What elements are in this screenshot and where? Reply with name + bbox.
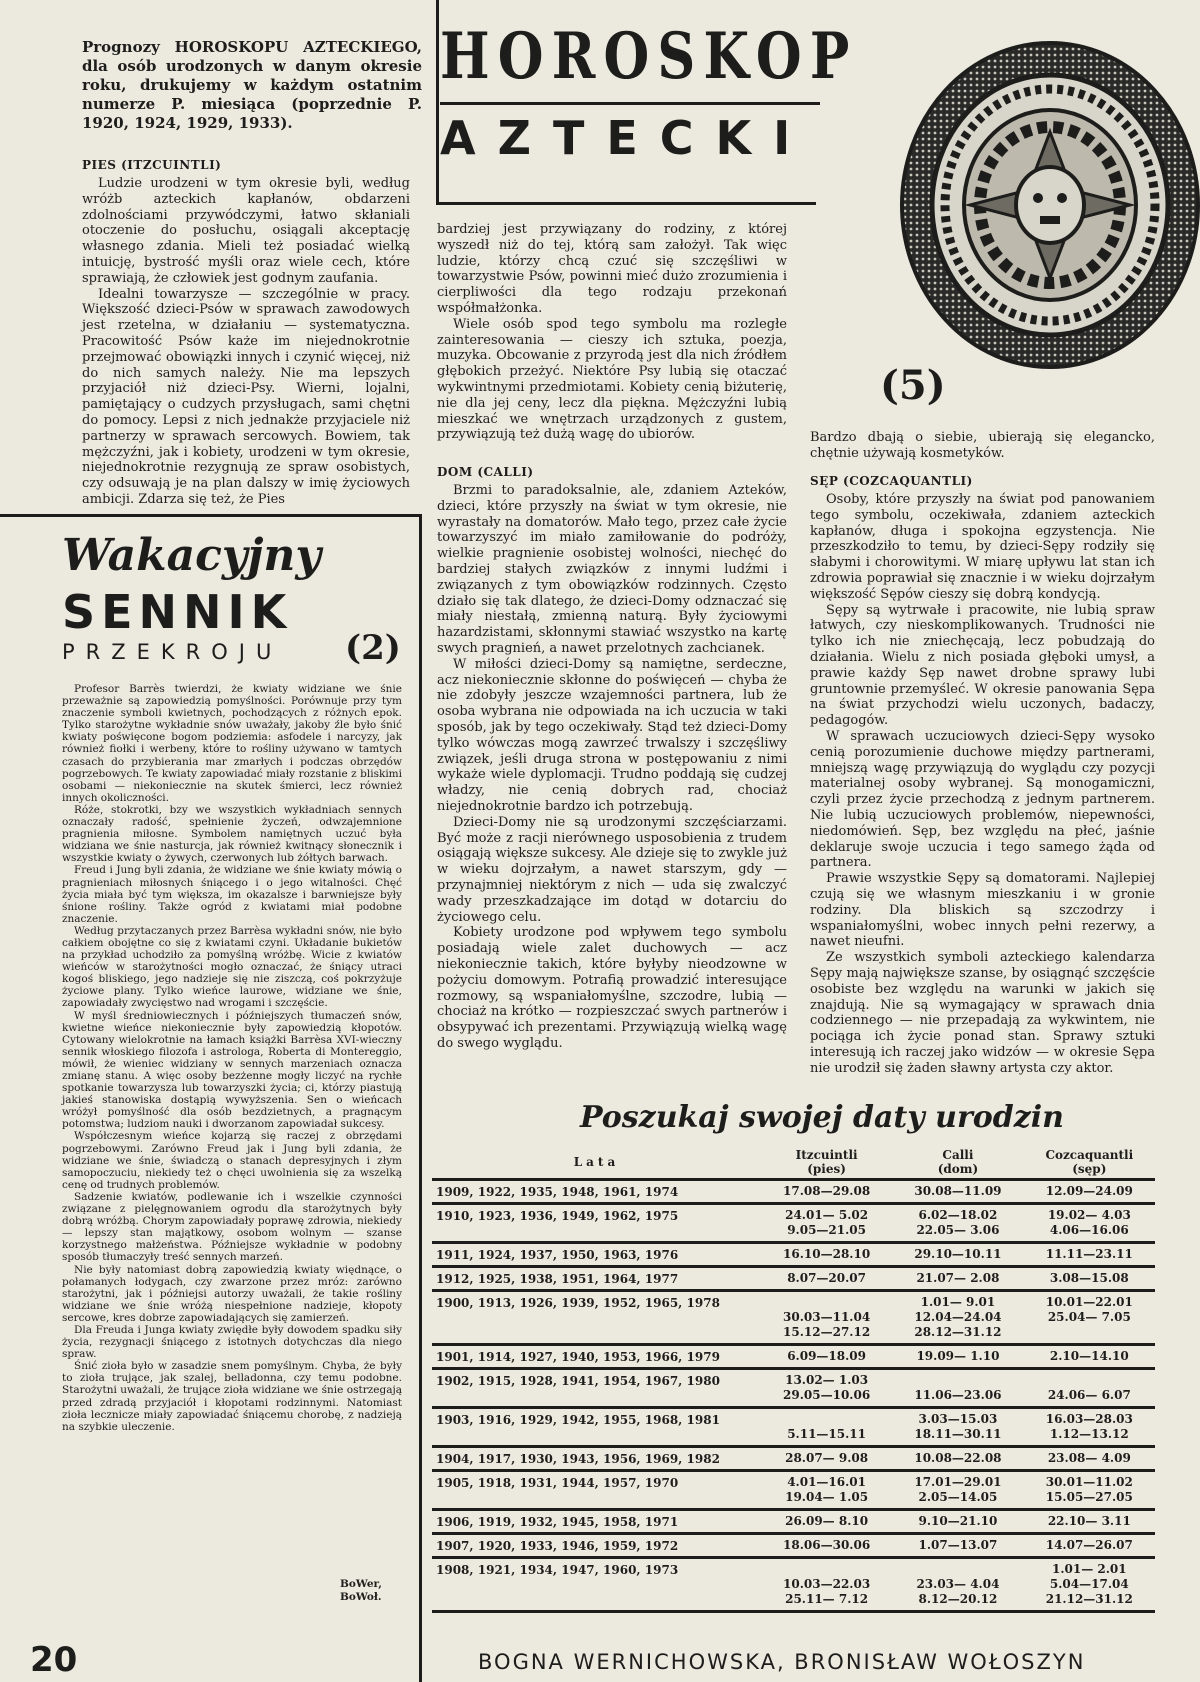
date-range: 12.09—24.09 bbox=[1045, 1184, 1133, 1198]
row-years: 1912, 1925, 1938, 1951, 1964, 1977 bbox=[432, 1267, 761, 1291]
row-dom-dates bbox=[892, 1471, 1023, 1510]
pies-text-col1 bbox=[82, 176, 410, 507]
header-dom bbox=[892, 1146, 1023, 1180]
date-range bbox=[896, 1562, 1019, 1577]
date-range: 1.12—13.12 bbox=[1049, 1427, 1129, 1441]
row-dom-dates bbox=[892, 1558, 1023, 1612]
row-pies-dates bbox=[761, 1180, 892, 1204]
date-range: 5.11—15.11 bbox=[787, 1427, 866, 1441]
row-pies-dates bbox=[761, 1471, 892, 1510]
date-range: 17.01—29.01 bbox=[914, 1475, 1002, 1489]
row-pies-dates bbox=[761, 1558, 892, 1612]
date-range: 4.01—16.01 bbox=[787, 1475, 866, 1489]
row-dom-dates bbox=[892, 1243, 1023, 1267]
date-range: 2.10—14.10 bbox=[1049, 1349, 1129, 1363]
table-row bbox=[432, 1243, 1155, 1267]
row-pies-dates bbox=[761, 1369, 892, 1408]
pies-heading: PIES (ITZCUINTLI) bbox=[82, 158, 222, 172]
table-row bbox=[432, 1510, 1155, 1534]
sennik-part-number: (2) bbox=[345, 628, 401, 668]
sep-heading: SĘP (COZCAQUANTLI) bbox=[810, 474, 973, 488]
row-dom-dates bbox=[892, 1291, 1023, 1345]
row-pies-dates bbox=[761, 1204, 892, 1243]
date-range: 29.05—10.06 bbox=[783, 1388, 871, 1402]
row-dom-dates bbox=[892, 1204, 1023, 1243]
header-label: Calli bbox=[942, 1148, 974, 1162]
date-range: 6.09—18.09 bbox=[787, 1349, 866, 1363]
row-sep-dates bbox=[1024, 1204, 1155, 1243]
sennik-title: SENNIK bbox=[62, 585, 293, 639]
table-row bbox=[432, 1471, 1155, 1510]
date-range: 15.05—27.05 bbox=[1045, 1490, 1133, 1504]
sennik-text bbox=[62, 683, 402, 1573]
sennik-paragraph: Profesor Barrès twierdzi, że kwiaty widziane we śnie przeważnie są zapowiedzią pomyślności. Porównuje przy tym znaczenie symboli kwietnych, pochodzących z różnych epok. Tylko starożytne wykładnie snów uważały, jakoby źle było śnić kwiaty poświęcone bogom podziemia: asfodele i narcyzy, jak również fiołki i werbeny, które to rośliny używano w tamtych czasach do przybierania mar zmarłych i podczas obrzędów pogrzebowych. Te kwiaty zapowiadać miały rozstanie z bliskimi osobami — niekoniecznie na skutek śmierci, lecz również innych okoliczności. bbox=[62, 683, 402, 804]
table-row bbox=[432, 1408, 1155, 1447]
masthead bbox=[440, 19, 880, 165]
row-sep-dates bbox=[1024, 1180, 1155, 1204]
dom-paragraph: W miłości dzieci-Domy są namiętne, serdeczne, acz niekoniecznie skłonne do poświęceń — chyba że nie zdobyły jeszcze wzajemności partnera, lub że osoba wybrana nie odpowiada na ich uczucia w taki sposób, jak by tego oczekiwały. Stąd też dzieci-Domy tylko wówczas mogą zawrzeć trwalszy i szczęśliwy związek, jeśli druga strona w postępowaniu z nimi wykaże wiele dyplomacji. Trudno poddają się cudzej władzy, nie cenią dobrych rad, chociaż niejednokrotnie bardzo ich potrzebują. bbox=[437, 656, 787, 814]
date-range: 18.06—30.06 bbox=[783, 1538, 871, 1552]
sennik-paragraph: Sadzenie kwiatów, podlewanie ich i wszelkie czynności związane z pielęgnowaniem ogrodu dla starożytnych były dobrą wróżbą. Chorym zapowiadały poprawę zdrowia, niekiedy — lepszy stan majątkowy, osobom wolnym — szanse korzystnego małżeństwa. Późniejsze wykładnie w podobny sposób tłumaczyły treść sennych marzeń. bbox=[62, 1190, 402, 1264]
date-range: 23.08— 4.09 bbox=[1047, 1451, 1131, 1465]
table-row bbox=[432, 1204, 1155, 1243]
row-pies-dates bbox=[761, 1534, 892, 1558]
pies-text-col2 bbox=[437, 222, 787, 447]
sep-paragraph: Osoby, które przyszły na świat pod panowaniem tego symbolu, oczekiwała, zdaniem azteckich kapłanów, długa i spokojna egzystencja. Nie przeszkodziło to temu, by dzieci-Sępy rodziły się słabymi i chorowitymi. W miarę upływu lat stan ich zdrowia poprawiał się znacznie i w wieku dojrzałym większość Sępów cieszy się dobrą kondycją. bbox=[810, 492, 1155, 602]
pies-paragraph: Bardzo dbają o siebie, ubierają się elegancko, chętnie używają kosmetyków. bbox=[810, 430, 1155, 461]
date-range: 17.08—29.08 bbox=[783, 1184, 871, 1198]
row-dom-dates bbox=[892, 1369, 1023, 1408]
date-range: 16.10—28.10 bbox=[783, 1247, 871, 1261]
row-sep-dates bbox=[1024, 1534, 1155, 1558]
header-sub: (sęp) bbox=[1072, 1162, 1107, 1176]
table-row bbox=[432, 1534, 1155, 1558]
date-range: 28.12—31.12 bbox=[914, 1325, 1002, 1339]
date-range: 22.10— 3.11 bbox=[1047, 1514, 1131, 1528]
table-row bbox=[432, 1558, 1155, 1612]
row-dom-dates bbox=[892, 1408, 1023, 1447]
date-range: 19.04— 1.05 bbox=[785, 1490, 869, 1504]
header-sep bbox=[1024, 1146, 1155, 1180]
header-sub: (pies) bbox=[807, 1162, 846, 1176]
pies-paragraph: Ludzie urodzeni w tym okresie byli, według wróżb azteckich kapłanów, obdarzeni zdolnościami przywódczymi, łatwo skłaniali otoczenie do posłuchu, osiągali akceptację własnego zdania. Mieli też posiadać wielką intuicję, bystrość myśli oraz wiele cech, które sprawiają, że człowiek jest godnym zaufania. bbox=[82, 176, 410, 286]
sennik-paragraph: Róże, stokrotki, bzy we wszystkich wykładniach sennych oznaczały radość, spełnienie życzeń, odwzajemnione pragnienia miłosne. Symbolem namiętnych uczuć była widziana we śnie nasturcja, jak również kwitnący słonecznik i wszystkie kwiaty o żywych, czerwonych lub żółtych barwach. bbox=[62, 803, 402, 865]
date-range bbox=[765, 1412, 888, 1427]
date-range: 24.01— 5.02 bbox=[785, 1208, 869, 1222]
row-pies-dates bbox=[761, 1243, 892, 1267]
date-range bbox=[896, 1373, 1019, 1388]
row-years: 1901, 1914, 1927, 1940, 1953, 1966, 1979 bbox=[432, 1345, 761, 1369]
date-range bbox=[765, 1562, 888, 1577]
masthead-left-rule bbox=[436, 0, 439, 205]
date-range: 1.01— 9.01 bbox=[920, 1295, 996, 1309]
date-range: 15.12—27.12 bbox=[783, 1325, 871, 1339]
row-years: 1905, 1918, 1931, 1944, 1957, 1970 bbox=[432, 1471, 761, 1510]
dom-text bbox=[437, 483, 787, 1083]
sennik-paragraph: Dla Freuda i Junga kwiaty zwiędłe były dowodem spadku siły życia, rezygnacji śniącego z istotnych dotychczas dla niego spraw. bbox=[62, 1323, 402, 1361]
row-dom-dates bbox=[892, 1345, 1023, 1369]
row-sep-dates bbox=[1024, 1510, 1155, 1534]
sep-paragraph: Sępy są wytrwałe i pracowite, nie lubią spraw łatwych, czy nieskomplikowanych. Trudności nie tylko ich nie zniechęcają, lecz pobudzają do działania. Wielu z nich posiada głęboki umysł, a prawie każdy Sęp nawet drobne sprawy lubi gruntownie przemyśleć. W okresie panowania Sępa na świat przychodzi wielu uczonych, badaczy, pedagogów. bbox=[810, 602, 1155, 729]
sep-text bbox=[810, 492, 1155, 1082]
dom-paragraph: Brzmi to paradoksalnie, ale, zdaniem Azteków, dzieci, które przyszły na świat w tym okresie, nie wyrastały na domatorów. Mało tego, przez całe życie towarzyszyć im miało zamiłowanie do podróży, wielkie pragnienie osobistej wolności, niechęć do bardziej stałych związków z innymi ludźmi i związanych z tym obowiązków rodzinnych. Często działo się tak dlatego, że dzieci-Domy odznaczać się miały niestałą, zmienną naturą. Były życiowymi hazardzistami, skłonnymi stawiać wszystko na kartę swych pragnień, a nawet przelotnych zachcianek. bbox=[437, 483, 787, 656]
sep-paragraph: Prawie wszystkie Sępy są domatorami. Najlepiej czują się we własnym mieszkaniu i w gronie rodziny. Dla bliskich są szczodrzy i wspaniałomyślni, wobec innych pełni rezerwy, a nawet nieufni. bbox=[810, 871, 1155, 950]
date-range: 24.06— 6.07 bbox=[1047, 1388, 1131, 1402]
row-dom-dates bbox=[892, 1510, 1023, 1534]
masthead-title: HOROSKOP bbox=[440, 19, 858, 94]
date-range: 11.06—23.06 bbox=[914, 1388, 1002, 1402]
pies-text-col3 bbox=[810, 430, 1155, 462]
sep-paragraph: Ze wszystkich symboli azteckiego kalendarza Sępy mają największe szanse, by osiągnąć szczęście osobiste bez względu na warunki w jakich się znajdują. Nie są wymagający w sprawach dnia codziennego — nie przepadają za wykwintem, nie pociąga ich życie ponad stan. Sprawy sztuki interesują ich raczej jako widzów — w okresie Sępa nie urodził się żaden sławny artysta czy aktor. bbox=[810, 950, 1155, 1076]
row-dom-dates bbox=[892, 1447, 1023, 1471]
date-range: 10.03—22.03 bbox=[783, 1577, 871, 1591]
row-sep-dates bbox=[1024, 1369, 1155, 1408]
sennik-paragraph: W myśl średniowiecznych i późniejszych tłumaczeń snów, kwietne wieńce niekoniecznie były zapowiedzią kłopotów. Cytowany wielokrotnie na łamach książki Barrèsa XVI-wieczny sennik włoskiego filozofa i astrologa, Roberta di Montereggio, mówił, że wieniec widziany w sennych marzeniach oznacza zmianę stanu. A więc osoby bezżenne mogły liczyć na rychłe spotkanie towarzysza lub towarzyszki życia; ci, którzy piastują jakieś stanowiska dostąpią wywyższenia. Sen o wieńcach wróżył pomyślność dla osób bezdzietnych, a pragnącym potomstwa; ludziom nauki i dworzanom zapowiadał sukcesy. bbox=[62, 1009, 402, 1131]
date-range: 30.01—11.02 bbox=[1045, 1475, 1133, 1489]
row-years: 1907, 1920, 1933, 1946, 1959, 1972 bbox=[432, 1534, 761, 1558]
aztec-calendar-icon bbox=[880, 40, 1195, 409]
table-row bbox=[432, 1345, 1155, 1369]
row-pies-dates bbox=[761, 1291, 892, 1345]
date-range: 26.09— 8.10 bbox=[785, 1514, 869, 1528]
dom-heading: DOM (CALLI) bbox=[437, 465, 534, 479]
pies-paragraph: bardziej jest przywiązany do rodziny, z której wyszedł niż do tej, którą sam założył. Tak więc ludzie, którzy chcą czuć się szczęśliwi w towarzystwie Psów, powinni mieć dużo zrozumienia i cierpliwości dla tego rodzaju przekonań współmałżonka. bbox=[437, 222, 787, 316]
date-range: 6.02—18.02 bbox=[918, 1208, 998, 1222]
header-pies bbox=[761, 1146, 892, 1180]
date-range bbox=[1028, 1373, 1151, 1388]
sennik-paragraph: Freud i Jung byli zdania, że widziane we śnie kwiaty mówią o pragnieniach miłosnych śniącego i o jego witalności. Chęć życia miała być tym większa, im okazalsze i barwniejsze były śnione rośliny. Także ogród z kwiatami miał podobne znaczenie. bbox=[62, 864, 402, 925]
row-years: 1908, 1921, 1934, 1947, 1960, 1973 bbox=[432, 1558, 761, 1612]
date-range: 5.04—17.04 bbox=[1049, 1577, 1129, 1591]
date-range: 10.08—22.08 bbox=[914, 1451, 1002, 1465]
date-range: 3.08—15.08 bbox=[1049, 1271, 1129, 1285]
date-range: 14.07—26.07 bbox=[1045, 1538, 1133, 1552]
date-range: 18.11—30.11 bbox=[914, 1427, 1002, 1441]
sennik-subtitle: PRZEKROJU bbox=[62, 640, 283, 664]
sennik-signature bbox=[340, 1578, 382, 1604]
date-range: 21.12—31.12 bbox=[1045, 1592, 1133, 1606]
date-range: 1.01— 2.01 bbox=[1051, 1562, 1127, 1576]
row-pies-dates bbox=[761, 1408, 892, 1447]
masthead-part-number: (5) bbox=[880, 362, 946, 409]
date-range: 30.08—11.09 bbox=[914, 1184, 1002, 1198]
row-pies-dates bbox=[761, 1267, 892, 1291]
date-range: 25.11— 7.12 bbox=[785, 1592, 869, 1606]
sennik-paragraph: Śnić zioła było w zasadzie snem pomyślnym. Chyba, że były to zioła trujące, jak szalej, belladonna, czy temu podobne. Starożytni uważali, że trujące zioła widziane we śnie ostrzegają przed zdradą przyjaciół i kłopotami rodzinnymi. Natomiast zioła lecznicze miały zapowiadać śniącemu chorobę, z nadzieją na szybkie uleczenie. bbox=[62, 1360, 402, 1433]
sennik-paragraph: Nie były natomiast dobrą zapowiedzią kwiaty więdnące, o połamanych łodygach, czy zwarzone przez mróz: zarówno starożytni, jak i późniejsi autorzy uważali, że takie rośliny widziane we śnie wróżą niespełnione nadzieje, kłopoty sercowe, kres dobrze zapowiadających się zamierzeń. bbox=[62, 1263, 402, 1324]
date-range: 21.07— 2.08 bbox=[916, 1271, 1000, 1285]
sennik-paragraph: Według przytaczanych przez Barrèsa wykładni snów, nie było całkiem obojętne co się z kwiatami czyni. Układanie bukietów na przykład uchodziło za pomyślną wróżbę. Wicie z kwiatów wieńców w starożytności mogło oznaczać, że śniący utraci kogoś bliskiego, jego nadzieje się nie ziszczą, coś pokrzyżuje życiowe plany. Tylko wieńce laurowe, widziane we śnie, zapowiadały zwycięstwo nad wrogami i szczęście. bbox=[62, 924, 402, 1010]
header-lata: Lata bbox=[432, 1146, 761, 1180]
intro-text: Prognozy HOROSKOPU AZTECKIEGO, dla osób urodzonych w danym okresie roku, drukujemy w każdym ostatnim numerze P. miesiąca (poprzednie P. 1920, 1924, 1929, 1933). bbox=[82, 38, 422, 132]
row-years: 1910, 1923, 1936, 1949, 1962, 1975 bbox=[432, 1204, 761, 1243]
dom-paragraph: Dzieci-Domy nie są urodzonymi szczęściarzami. Być może z racji nierównego usposobienia z trudem osiągają większe sukcesy. Ale dzieje się to zwykle już w wieku dojrzałym, a nawet starszym, gdy — przynajmniej niektórym z nich — uda się zwalczyć wady przeszkadzające im dotąd w dotarciu do życiowego celu. bbox=[437, 814, 787, 925]
sennik-script-title: Wakacyjny bbox=[62, 530, 321, 581]
row-pies-dates bbox=[761, 1345, 892, 1369]
masthead-bottom-rule bbox=[436, 202, 816, 205]
date-range: 4.06—16.06 bbox=[1049, 1223, 1129, 1237]
table-row bbox=[432, 1369, 1155, 1408]
date-range: 22.05— 3.06 bbox=[916, 1223, 1000, 1237]
date-range: 9.10—21.10 bbox=[918, 1514, 998, 1528]
date-range: 13.02— 1.03 bbox=[785, 1373, 869, 1387]
date-range: 12.04—24.04 bbox=[914, 1310, 1002, 1324]
date-range: 16.03—28.03 bbox=[1045, 1412, 1133, 1426]
row-years: 1903, 1916, 1929, 1942, 1955, 1968, 1981 bbox=[432, 1408, 761, 1447]
date-range: 28.07— 9.08 bbox=[785, 1451, 869, 1465]
row-sep-dates bbox=[1024, 1471, 1155, 1510]
date-range: 19.09— 1.10 bbox=[916, 1349, 1000, 1363]
row-sep-dates bbox=[1024, 1447, 1155, 1471]
row-sep-dates bbox=[1024, 1291, 1155, 1345]
row-dom-dates bbox=[892, 1534, 1023, 1558]
date-range: 3.03—15.03 bbox=[918, 1412, 998, 1426]
pies-paragraph: Idealni towarzysze — szczególnie w pracy. Większość dzieci-Psów w sprawach zawodowych jest rzetelna, w działaniu — systematyczna. Pracowitość Psów każe im niejednokrotnie przejmować obowiązki innych i czynić więcej, niż do nich samych należy. Nie ma lepszych przyjaciół niż dzieci-Psy. Wierni, lojalni, pamiętający o cudzych przysługach, sami chętni do pomocy. Lepsi z nich jednakże przyjaciele niż partnerzy w sprawach sercowych. Bowiem, tak mężczyźni, jak i kobiety, urodzeni w tym okresie, niejednokrotnie rezygnują ze spraw osobistych, czy odsuwają je na plan dalszy w imię życiowych ambicji. Zdarza się też, że Pies bbox=[82, 286, 410, 507]
table-row bbox=[432, 1291, 1155, 1345]
header-label: Cozcaquantli bbox=[1045, 1148, 1134, 1162]
pies-paragraph: Wiele osób spod tego symbolu ma rozległe zainteresowania — cieszy ich sztuka, poezja, muzyka. Obcowanie z przyrodą jest dla nich źródłem głębokich przeżyć. Niektóre Psy lubią się otaczać wykwintnymi przedmiotami. Kobiety cenią biżuterię, nie dla jej ceny, lecz dla piękna. Mężczyźni lubią mieszkać we wnętrzach urządzonych z gustem, przywiązują też dużą wagę do ubiorów. bbox=[437, 316, 787, 443]
birth-date-table bbox=[432, 1146, 1155, 1613]
signature-line: BoWer, bbox=[340, 1578, 382, 1590]
row-pies-dates bbox=[761, 1447, 892, 1471]
date-range: 2.05—14.05 bbox=[918, 1490, 998, 1504]
row-dom-dates bbox=[892, 1180, 1023, 1204]
row-sep-dates bbox=[1024, 1558, 1155, 1612]
row-dom-dates bbox=[892, 1267, 1023, 1291]
table-row bbox=[432, 1267, 1155, 1291]
table-header-row bbox=[432, 1146, 1155, 1180]
date-range: 1.07—13.07 bbox=[918, 1538, 998, 1552]
date-range bbox=[765, 1295, 888, 1310]
row-years: 1906, 1919, 1932, 1945, 1958, 1971 bbox=[432, 1510, 761, 1534]
row-sep-dates bbox=[1024, 1243, 1155, 1267]
header-sub: (dom) bbox=[937, 1162, 979, 1176]
signature-line: BoWoł. bbox=[340, 1591, 382, 1603]
date-range: 10.01—22.01 bbox=[1045, 1295, 1133, 1309]
row-years: 1902, 1915, 1928, 1941, 1954, 1967, 1980 bbox=[432, 1369, 761, 1408]
table-row bbox=[432, 1447, 1155, 1471]
row-sep-dates bbox=[1024, 1267, 1155, 1291]
masthead-subtitle: AZTECKI bbox=[440, 111, 813, 165]
sennik-top-rule bbox=[0, 514, 422, 517]
table-row bbox=[432, 1180, 1155, 1204]
row-sep-dates bbox=[1024, 1345, 1155, 1369]
row-years: 1911, 1924, 1937, 1950, 1963, 1976 bbox=[432, 1243, 761, 1267]
masthead-divider bbox=[440, 102, 820, 105]
date-range: 30.03—11.04 bbox=[783, 1310, 871, 1324]
row-years: 1909, 1922, 1935, 1948, 1961, 1974 bbox=[432, 1180, 761, 1204]
sennik-right-rule bbox=[419, 514, 422, 1682]
sennik-paragraph: Współczesnym wieńce kojarzą się raczej z obrzędami pogrzebowymi. Zarówno Freud jak i Jung byli zdania, że widziane we śnie, świadczą o stanach depresyjnych i złym samopoczuciu, niekiedy też o chęci uwolnienia się za wszelką cenę od trudnych problemów. bbox=[62, 1130, 402, 1191]
date-range: 11.11—23.11 bbox=[1045, 1247, 1133, 1261]
page-number: 20 bbox=[30, 1640, 78, 1680]
table-title: Poszukaj swojej daty urodzin bbox=[580, 1100, 1064, 1135]
authors: BOGNA WERNICHOWSKA, BRONISŁAW WOŁOSZYN bbox=[478, 1650, 1086, 1674]
row-sep-dates bbox=[1024, 1408, 1155, 1447]
date-range: 19.02— 4.03 bbox=[1047, 1208, 1131, 1222]
row-years: 1904, 1917, 1930, 1943, 1956, 1969, 1982 bbox=[432, 1447, 761, 1471]
date-range: 25.04— 7.05 bbox=[1047, 1310, 1131, 1324]
row-pies-dates bbox=[761, 1510, 892, 1534]
sep-paragraph: W sprawach uczuciowych dzieci-Sępy wysoko cenią porozumienie duchowe między partnerami, mniejszą wagę przywiązują do wyglądu czy pozycji materialnej osoby wybranej. Są monogamiczni, czyli przez życie przechodzą z jednym partnerem. Nie lubią uczuciowych problemów, niepewności, niedomówień. Sęp, bez względu na płeć, jaśnie deklaruje swoje uczucia i tego samego żąda od partnera. bbox=[810, 728, 1155, 871]
date-range: 9.05—21.05 bbox=[787, 1223, 866, 1237]
header-label: Itzcuintli bbox=[795, 1148, 858, 1162]
date-range: 8.12—20.12 bbox=[918, 1592, 998, 1606]
date-range: 29.10—10.11 bbox=[914, 1247, 1002, 1261]
date-range: 23.03— 4.04 bbox=[916, 1577, 1000, 1591]
dom-paragraph: Kobiety urodzone pod wpływem tego symbolu posiadają wiele zalet duchowych — acz niekoniecznie takich, które byłyby nieodzowne w pożyciu domowym. Potrafią prowadzić interesujące rozmowy, są wspaniałomyślne, szczodre, lubią — chociaż na krótko — rozpieszczać swych partnerów i obsypywać ich prezentami. Przywiązują wielką wagę do swego wyglądu. bbox=[437, 925, 787, 1051]
row-years: 1900, 1913, 1926, 1939, 1952, 1965, 1978 bbox=[432, 1291, 761, 1345]
date-range: 8.07—20.07 bbox=[787, 1271, 866, 1285]
